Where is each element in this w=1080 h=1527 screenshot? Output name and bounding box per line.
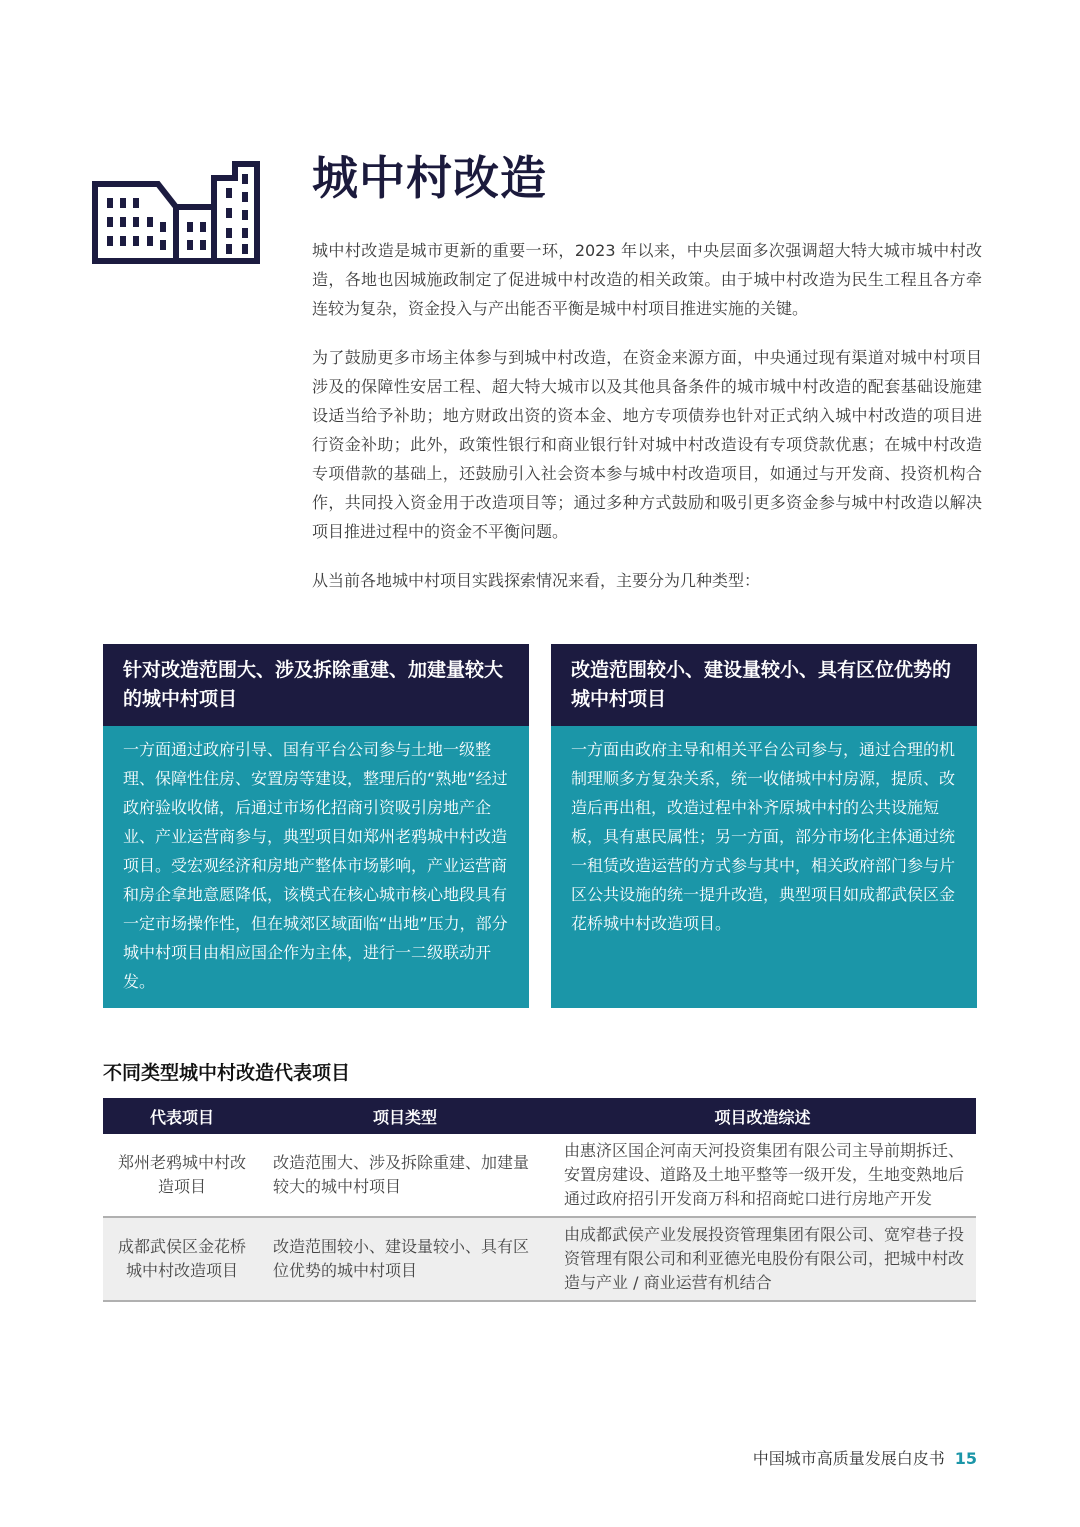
intro-paragraph: 从当前各地城中村项目实践探索情况来看，主要分为几种类型： bbox=[312, 571, 761, 590]
card-title: 针对改造范围大、涉及拆除重建、加建量较大的城中村项目 bbox=[103, 644, 529, 726]
table-cell: 改造范围大、涉及拆除重建、加建量较大的城中村项目 bbox=[273, 1153, 530, 1196]
column-header: 项目改造综述 bbox=[714, 1107, 811, 1127]
table-cell: 改造范围较小、建设量较小、具有区位优势的城中村项目 bbox=[273, 1237, 530, 1280]
table-cell: 成都武侯区金花桥城中村改造项目 bbox=[117, 1237, 246, 1280]
table-row bbox=[103, 1218, 976, 1302]
building-icon bbox=[92, 160, 260, 264]
table-header-row bbox=[103, 1098, 976, 1134]
intro-text bbox=[312, 236, 982, 615]
column-header: 项目类型 bbox=[372, 1107, 437, 1127]
card-body: 一方面通过政府引导、国有平台公司参与土地一级整理、保障性住房、安置房等建设，整理后的“熟地”经过政府验收收储，后通过市场化招商引资吸引房地产企业、产业运营商参与，典型项目如郑州老鸦城中村改造项目。受宏观经济和房地产整体市场影响，产业运营商和房企拿地意愿降低，该模式在核心城市核心地段具有一定市场操作性，但在城郊区域面临“出地”压力，部分城中村项目由相应国企作为主体，进行一二级联动开发。 bbox=[103, 726, 529, 1008]
table-cell: 郑州老鸦城中村改造项目 bbox=[117, 1153, 246, 1196]
card-body: 一方面由政府主导和相关平台公司参与，通过合理的机制理顺多方复杂关系，统一收储城中村房源，提质、改造后再出租，改造过程中补齐原城中村的公共设施短板，具有惠民属性；另一方面，部分市场化主体通过统一租赁改造运营的方式参与其中，相关政府部门参与片区公共设施的统一提升改造，典型项目如成都武侯区金花桥城中村改造项目。 bbox=[551, 726, 977, 1008]
intro-paragraph: 为了鼓励更多市场主体参与到城中村改造，在资金来源方面，中央通过现有渠道对城中村项目涉及的保障性安居工程、超大特大城市以及其他具备条件的城市城中村改造的配套基础设施建设适当给予补助；地方财政出资的资本金、地方专项债券也针对正式纳入城中村改造的项目进行资金补助；此外，政策性银行和商业银行针对城中村改造设有专项贷款优惠；在城中村改造专项借款的基础上，还鼓励引入社会资本参与城中村改造项目，如通过与开发商、投资机构合作，共同投入资金用于改造项目等；通过多种方式鼓励和吸引更多资金参与城中村改造以解决项目推进过程中的资金不平衡问题。 bbox=[312, 348, 982, 541]
page-number: 15 bbox=[954, 1449, 977, 1468]
table-cell: 由成都武侯产业发展投资管理集团有限公司、宽窄巷子投资管理有限公司和利亚德光电股份有限公司，把城中村改造与产业 / 商业运营有机结合 bbox=[564, 1225, 965, 1292]
card-title: 改造范围较小、建设量较小、具有区位优势的城中村项目 bbox=[551, 644, 977, 726]
page-footer bbox=[753, 1447, 977, 1471]
projects-table bbox=[103, 1098, 976, 1302]
intro-paragraph: 城中村改造是城市更新的重要一环，2023 年以来，中央层面多次强调超大特大城市城中村改造，各地也因城施政制定了促进城中村改造的相关政策。由于城中村改造为民生工程且各方牵连较为复杂，资金投入与产出能否平衡是城中村项目推进实施的关键。 bbox=[312, 241, 982, 318]
table-title: 不同类型城中村改造代表项目 bbox=[103, 1062, 351, 1084]
page-title: 城中村改造 bbox=[312, 151, 547, 205]
type-card-small-scale bbox=[551, 644, 977, 1008]
publication-title: 中国城市高质量发展白皮书 bbox=[752, 1449, 945, 1468]
table-cell: 由惠济区国企河南天河投资集团有限公司主导前期拆迁、安置房建设、道路及土地平整等一级开发，生地变熟地后通过政府招引开发商万科和招商蛇口进行房地产开发 bbox=[564, 1141, 965, 1208]
type-card-large-scale bbox=[103, 644, 529, 1008]
table-row bbox=[103, 1134, 976, 1218]
column-header: 代表项目 bbox=[149, 1107, 214, 1127]
